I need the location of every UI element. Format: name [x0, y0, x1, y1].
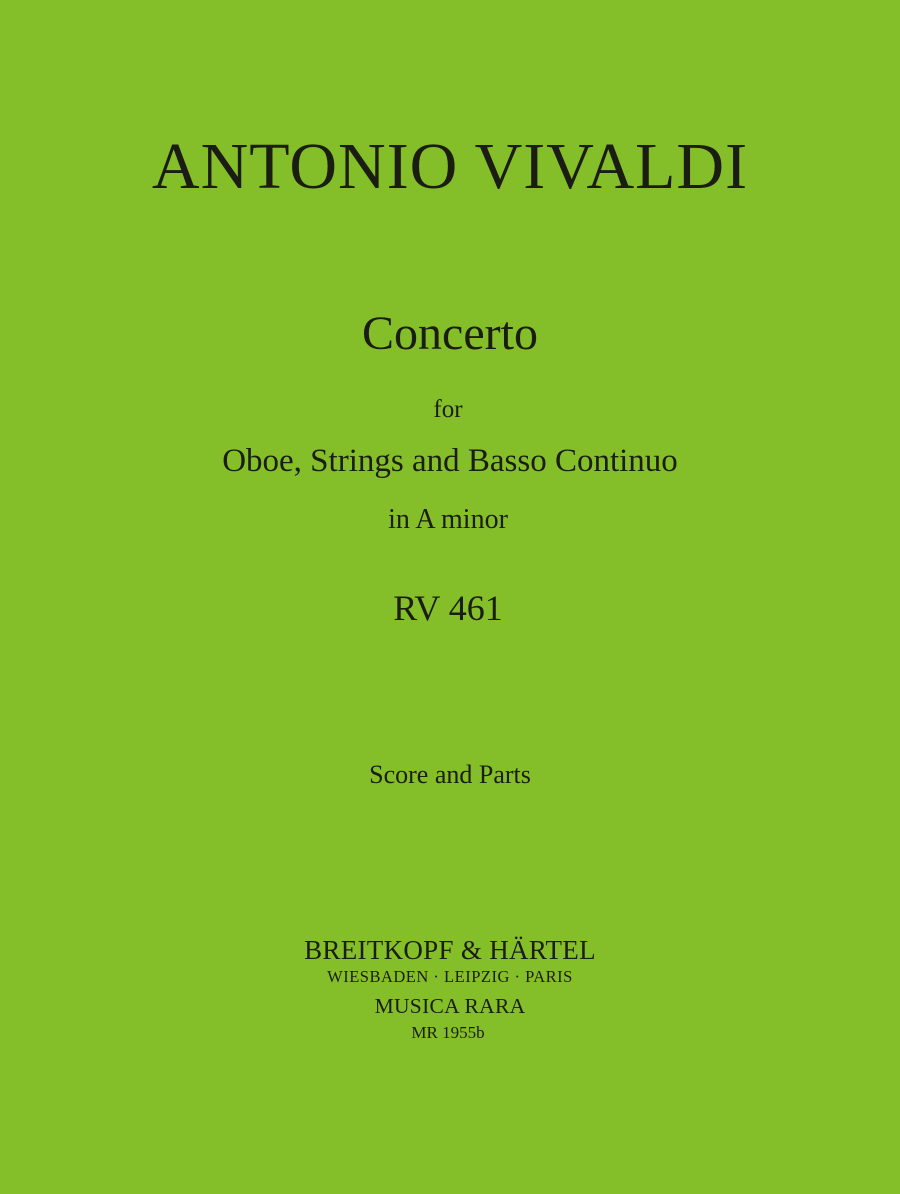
- instrumentation: Oboe, Strings and Basso Continuo: [222, 443, 678, 479]
- edition-type: Score and Parts: [369, 760, 531, 789]
- catalog-designation: RV 461: [393, 588, 503, 628]
- edition-catalog-number: MR 1955b: [411, 1023, 485, 1042]
- composer-name: ANTONIO VIVALDI: [151, 130, 749, 203]
- publisher-cities: WIESBADEN · LEIPZIG · PARIS: [327, 967, 573, 986]
- publisher-name: BREITKOPF & HÄRTEL: [304, 935, 596, 965]
- for-label: for: [433, 396, 463, 423]
- key-signature: in A minor: [388, 504, 508, 535]
- publisher-series: MUSICA RARA: [374, 994, 526, 1018]
- work-title: Concerto: [362, 307, 538, 360]
